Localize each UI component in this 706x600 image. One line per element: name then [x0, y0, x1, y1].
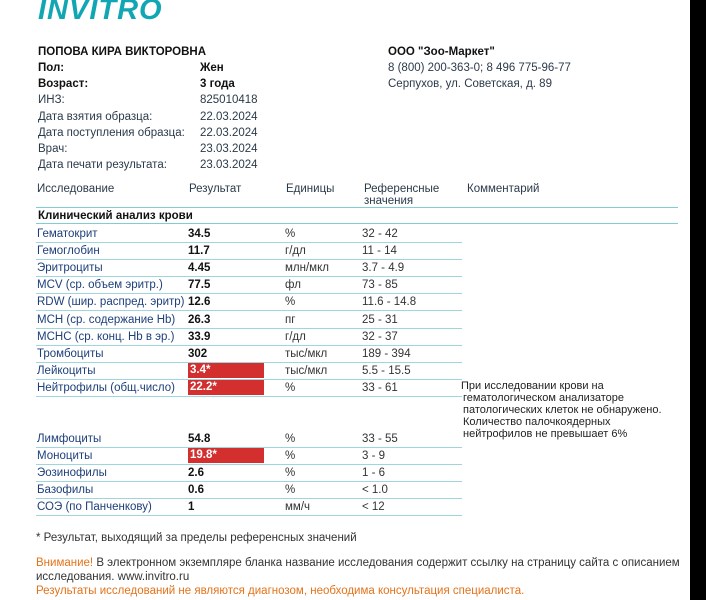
clinic-address: Серпухов, ул. Советская, д. 89 — [388, 78, 552, 90]
patient-name: ПОПОВА КИРА ВИКТОРОВНА — [38, 46, 207, 58]
test-name: Тромбоциты — [37, 347, 104, 360]
patient-field-value: 23.03.2024 — [200, 143, 258, 155]
test-reference: 11.6 - 14.8 — [362, 296, 417, 309]
test-units: тыс/мкл — [285, 364, 328, 377]
test-name: Гемоглобин — [37, 245, 100, 258]
table-row — [36, 294, 678, 310]
patient-field-label: ИНЗ: — [38, 94, 65, 107]
test-reference: < 12 — [362, 501, 385, 514]
clinic-name: ООО "Зоо-Маркет" — [388, 46, 495, 58]
test-reference: 32 - 37 — [362, 330, 398, 343]
test-units: пг — [285, 313, 296, 326]
neutrophils-comment — [461, 380, 676, 440]
test-units: % — [285, 296, 296, 309]
test-name: Лимфоциты — [37, 433, 102, 445]
test-reference: 189 - 394 — [362, 347, 411, 360]
patient-field-value: 23.03.2024 — [200, 159, 258, 172]
test-name: MCV (ср. объем эритр.) — [37, 279, 163, 292]
warning-text: В электронном экземпляре бланка название исследования содержит ссылку на страницу сайта с описанием — [93, 557, 680, 569]
screen-edge — [690, 0, 706, 600]
test-reference: 33 - 61 — [362, 381, 398, 394]
warning-line-2: исследования. www.invitro.ru — [36, 571, 190, 583]
test-units: % — [285, 467, 296, 480]
test-units: % — [285, 381, 296, 394]
table-row — [36, 329, 678, 345]
header-divider — [36, 207, 678, 208]
patient-field-value: Жен — [200, 62, 224, 74]
test-units: % — [285, 484, 296, 497]
col-header-units: Единицы — [286, 183, 335, 195]
test-result: 1 — [188, 501, 195, 514]
disclaimer: Результаты исследований не являются диагнозом, необходима консультация специалиста. — [36, 585, 525, 597]
test-name: Лейкоциты — [37, 364, 96, 377]
test-reference: 3 - 9 — [362, 450, 386, 463]
test-reference: 11 - 14 — [362, 245, 397, 258]
test-units: млн/мкл — [285, 262, 329, 275]
test-name: Гематокрит — [37, 228, 98, 240]
test-units: % — [285, 433, 296, 445]
comment-line: При исследовании крови на — [461, 380, 604, 392]
table-row — [36, 482, 678, 498]
test-result: 77.5 — [188, 279, 211, 292]
flag-note: * Результат, выходящий за пределы референсных значений — [36, 532, 357, 544]
patient-field-label: Врач: — [38, 143, 68, 155]
table-row — [36, 312, 678, 328]
row-divider — [36, 396, 462, 397]
patient-field-label: Пол: — [38, 62, 65, 74]
col-header-test: Исследование — [37, 183, 115, 195]
patient-field-label: Дата взятия образца: — [38, 110, 153, 123]
patient-field-value: 22.03.2024 — [200, 126, 258, 139]
table-row — [36, 226, 678, 242]
patient-field-label: Возраст: — [38, 78, 89, 91]
test-reference: 73 - 85 — [362, 279, 398, 292]
section-title: Клинический анализ крови — [38, 210, 193, 222]
test-units: мм/ч — [285, 501, 310, 514]
section-divider — [36, 223, 678, 224]
table-row — [36, 363, 678, 379]
test-reference: 3.7 - 4.9 — [362, 262, 405, 275]
patient-field-value: 22.03.2024 — [200, 110, 258, 123]
col-header-ref-line1: Референсные — [364, 183, 440, 195]
test-name: MCH (ср. содержание Hb) — [37, 313, 176, 326]
test-result: 4.45 — [188, 262, 211, 275]
test-result: 19.8* — [188, 448, 264, 463]
table-row — [36, 260, 678, 276]
test-name: MCHC (ср. конц. Hb в эр.) — [37, 330, 175, 343]
test-result: 302 — [188, 347, 208, 360]
patient-field-label: Дата поступления образца: — [38, 126, 185, 139]
test-result: 33.9 — [188, 330, 211, 343]
test-reference: 25 - 31 — [362, 313, 398, 326]
test-result: 54.8 — [188, 433, 211, 445]
test-result: 12.6 — [188, 296, 211, 309]
test-reference: < 1.0 — [362, 484, 388, 497]
patient-field-value: 3 года — [200, 78, 235, 91]
test-units: г/дл — [285, 330, 306, 343]
test-reference: 5.5 - 15.5 — [362, 364, 411, 377]
clinic-phones: 8 (800) 200-363-0; 8 496 775-96-77 — [388, 62, 571, 74]
patient-field-value: 825010418 — [200, 94, 258, 107]
table-row — [36, 243, 678, 259]
col-header-ref-line2: значения — [364, 195, 414, 207]
test-units: г/дл — [285, 245, 306, 258]
warning-line — [36, 556, 680, 570]
table-row — [36, 346, 678, 362]
patient-field-label: Дата печати результата: — [38, 159, 167, 172]
col-header-result: Результат — [189, 183, 242, 195]
row-divider — [36, 515, 462, 516]
test-reference: 33 - 55 — [362, 433, 398, 445]
test-name: RDW (шир. распред. эритр) — [37, 296, 185, 309]
comment-line: нейтрофилов не превышает 6% — [463, 428, 628, 440]
table-row — [36, 499, 678, 515]
table-row — [36, 448, 678, 464]
test-units: тыс/мкл — [285, 347, 328, 360]
comment-line: гематологическом анализаторе — [463, 392, 625, 404]
test-name: Эритроциты — [37, 262, 103, 275]
test-result: 3.4* — [188, 363, 264, 378]
test-reference: 1 - 6 — [362, 467, 386, 480]
col-header-comment: Комментарий — [467, 183, 540, 195]
test-units: % — [285, 450, 296, 463]
test-name: СОЭ (по Панченкову) — [37, 501, 152, 514]
test-result: 22.2* — [188, 380, 264, 395]
invitro-logo: INVITRO — [38, 0, 163, 26]
test-reference: 32 - 42 — [362, 228, 398, 240]
test-result: 11.7 — [188, 245, 210, 258]
comment-line: Количество палочкоядерных — [463, 416, 611, 428]
warning-label: Внимание! — [36, 557, 94, 569]
test-units: % — [285, 228, 296, 240]
test-name: Базофилы — [37, 484, 94, 497]
test-result: 2.6 — [188, 467, 204, 480]
table-row — [36, 277, 678, 293]
test-units: фл — [285, 279, 301, 292]
test-result: 26.3 — [188, 313, 211, 326]
test-result: 34.5 — [188, 228, 211, 240]
test-name: Моноциты — [37, 450, 93, 463]
test-result: 0.6 — [188, 484, 204, 497]
comment-line: патологических клеток не обнаружено. — [463, 404, 662, 416]
test-name: Эозинофилы — [37, 467, 107, 480]
table-row — [36, 465, 678, 481]
test-name: Нейтрофилы (общ.число) — [37, 381, 175, 394]
